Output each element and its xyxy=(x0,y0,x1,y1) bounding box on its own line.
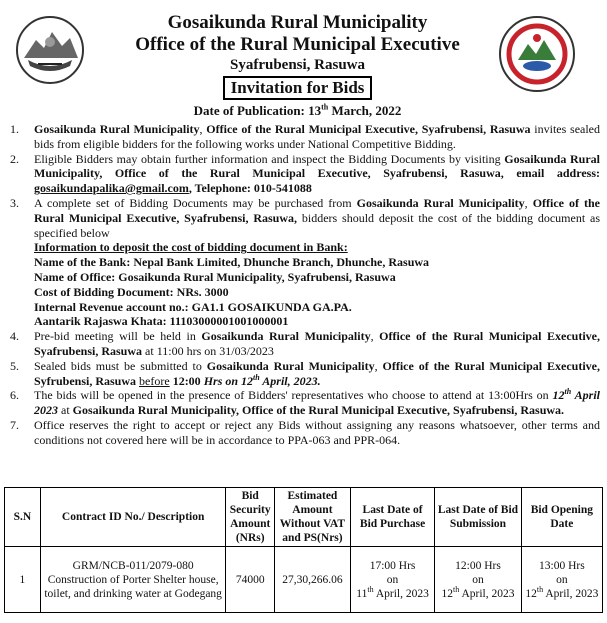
publication-date: Date of Publication: 13th March, 2022 xyxy=(193,102,402,118)
column-header: Estimated Amount Without VAT and PS(Nrs) xyxy=(274,488,350,547)
list-item: 3. A complete set of Bidding Documents may be purchased from Gosaikunda Rural Municipality, Office of the Rural Municipal Executive, Syafrubensi, Rasuwa, bidders should deposit the cost of the bidding document as specified below xyxy=(10,195,601,240)
notice-header xyxy=(100,12,495,119)
cell-submission-date: 12:00 Hrs on 12th April, 2023 xyxy=(435,547,521,613)
office-name: Office of the Rural Municipal Executive xyxy=(135,34,460,55)
cell-purchase-date: 17:00 Hrs on 11th April, 2023 xyxy=(350,547,434,613)
cell-description: GRM/NCB-011/2079-080 Construction of Porter Shelter house, toilet, and drinking water at Godegang xyxy=(40,547,226,613)
bid-table xyxy=(4,487,603,613)
cell-estimate: 27,30,266.06 xyxy=(274,547,350,613)
office-location: Syafrubensi, Rasuwa xyxy=(229,57,366,73)
bank-info xyxy=(10,240,600,329)
list-item: 7. Office reserves the right to accept or reject any Bids without assigning any reasons whatsoever, other terms and conditions not covered here will be in accordance to PPA-063 and PPR-064. xyxy=(10,417,600,447)
list-item: 5. Sealed bids must be submitted to Gosaikunda Rural Municipality, Office of the Rural Municipal Executive, Syfrubensi, Rasuwa before 12:00 Hrs on 12th April, 2023. xyxy=(10,358,601,388)
table-row xyxy=(5,547,603,613)
bank-info-line: Name of Office: Gosaikunda Rural Municipality, Syafrubensi, Rasuwa xyxy=(34,269,396,284)
bank-info-line: Internal Revenue account no.: GA1.1 GOSAIKUNDA GA.PA. xyxy=(34,299,352,314)
list-item: 4. Pre-bid meeting will be held in Gosaikunda Rural Municipality, Office of the Rural Municipal Executive, Syafrubensi, Rasuwa at 11:00 hrs on 31/03/2023 xyxy=(10,329,601,358)
municipality-name: Gosaikunda Rural Municipality xyxy=(167,12,428,33)
municipality-emblem-icon xyxy=(498,14,576,94)
bank-info-heading: Information to deposit the cost of bidding document in Bank: xyxy=(34,240,348,255)
column-header: Last Date of Bid Submission xyxy=(435,488,521,547)
notice-body xyxy=(10,122,600,448)
column-header: Bid Opening Date xyxy=(521,488,602,547)
list-item: 6. The bids will be opened in the presence of Bidders' representatives who choose to attend at 13:00Hrs on 12th April 2023 at Gosaikunda Rural Municipality, Office of the Rural Municipal Executive, Syafrubensi, Rasuwa. xyxy=(10,387,600,418)
list-item: 2. Eligible Bidders may obtain further information and inspect the Bidding Documents by visiting Gosaikunda Rural Municipality, Office of the Rural Municipal Executive, Syafrubensi, Rasuwa, email address: gosaikundapalika@gmail.com, Telephone: 010-541088 xyxy=(10,151,600,196)
column-header: Last Date of Bid Purchase xyxy=(350,488,434,547)
cell-opening-date: 13:00 Hrs on 12th April, 2023 xyxy=(521,547,602,613)
bank-info-line: Name of the Bank: Nepal Bank Limited, Dhunche Branch, Dhunche, Rasuwa xyxy=(34,255,430,270)
bank-info-line: Aantarik Rajaswa Khata: 11103000001001000001 xyxy=(34,314,289,329)
email-link[interactable]: gosaikundapalika@gmail.com xyxy=(34,181,189,196)
nepal-government-emblem-icon xyxy=(14,14,86,86)
column-header: S.N xyxy=(5,488,41,547)
column-header: Bid Security Amount (NRs) xyxy=(226,488,275,547)
notice-title: Invitation for Bids xyxy=(223,76,373,100)
list-item: 1. Gosaikunda Rural Municipality, Office of the Rural Municipal Executive, Syafrubensi, Rasuwa invites sealed bids from eligible bidders for the following works under National Competitive Bidding. xyxy=(10,122,601,151)
cell-sn: 1 xyxy=(5,547,41,613)
table-header-row xyxy=(5,488,603,547)
bank-info-line: Cost of Bidding Document: NRs. 3000 xyxy=(34,284,229,299)
column-header: Contract ID No./ Description xyxy=(40,488,226,547)
cell-bid-security: 74000 xyxy=(226,547,275,613)
